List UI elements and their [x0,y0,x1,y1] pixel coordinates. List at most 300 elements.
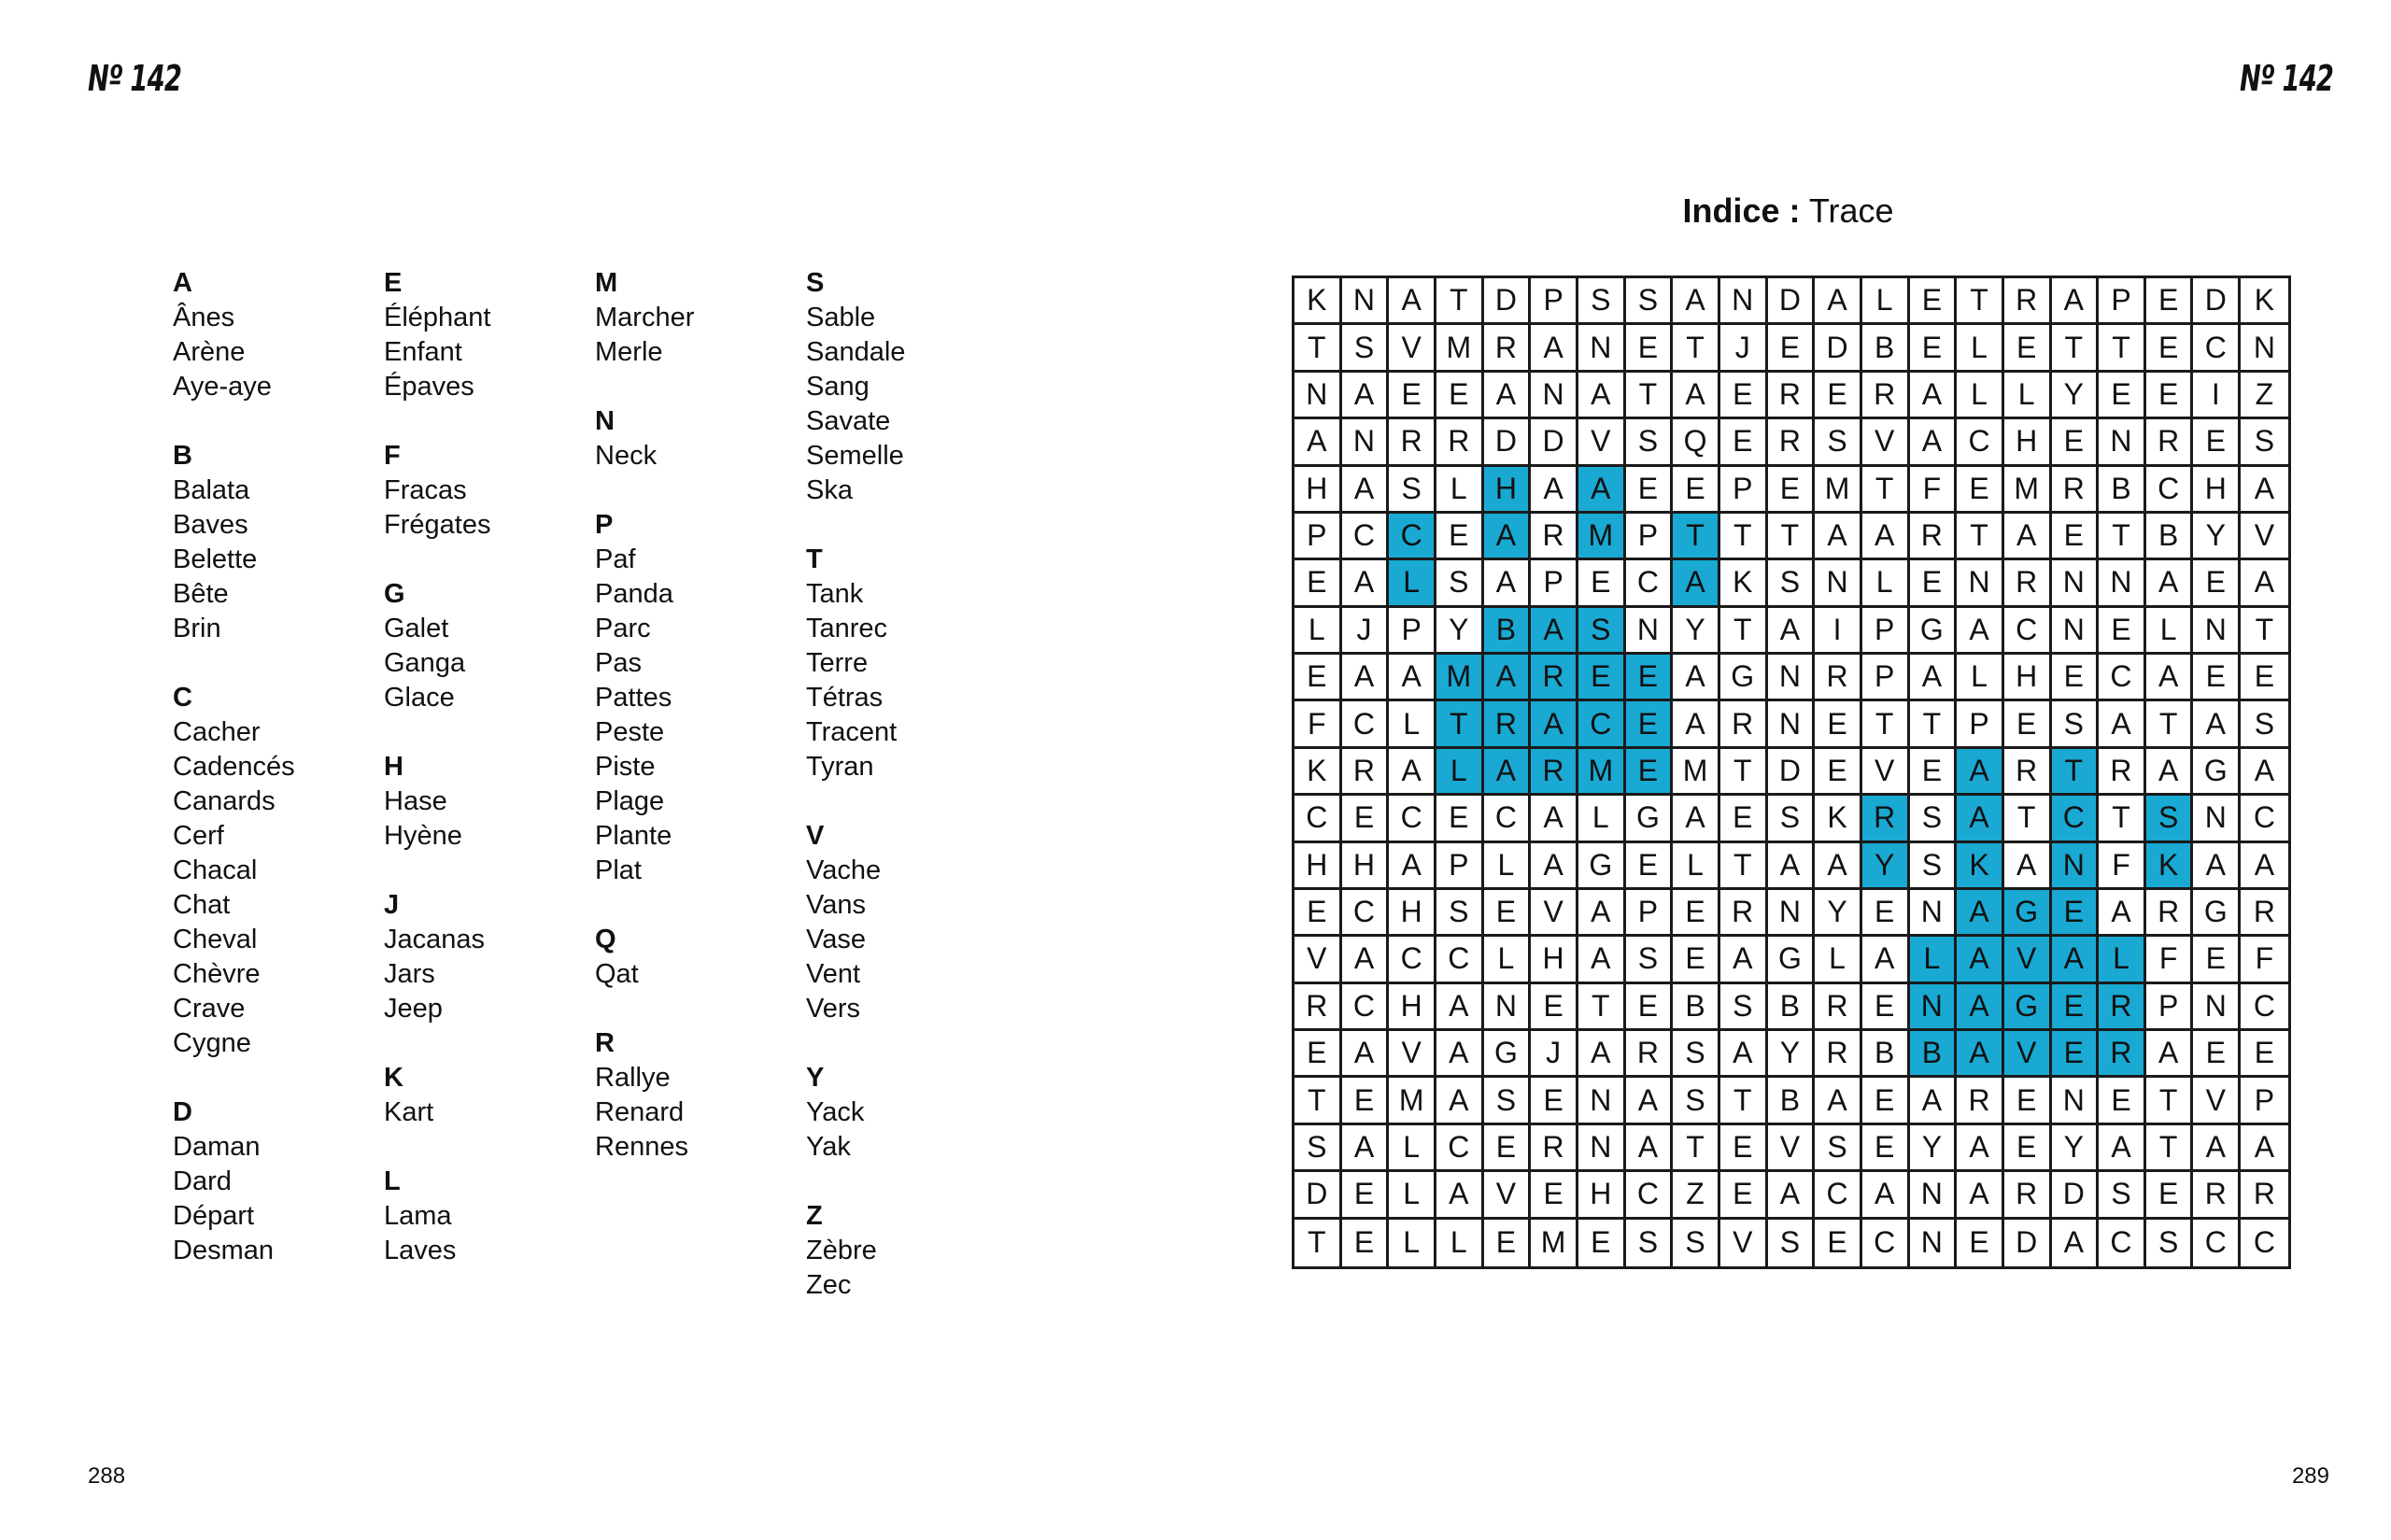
grid-cell: S [2146,1220,2194,1266]
grid-cell: E [2193,560,2241,607]
grid-cell: N [2193,984,2241,1031]
grid-cell: R [1295,984,1342,1031]
grid-cell: T [1295,1220,1342,1266]
grid-cell: E [1673,467,1720,514]
grid-cell: A [1910,373,1958,419]
grid-cell: S [1673,1220,1720,1266]
grid-cell: R [1720,701,1768,748]
grid-cell: R [1815,984,1862,1031]
grid-cell: E [2052,890,2100,937]
grid-cell: A [1673,560,1720,607]
grid-cell: L [1673,843,1720,890]
grid-cell: R [1531,655,1578,701]
grid-cell: R [1436,419,1484,466]
grid-cell: S [1815,1125,1862,1172]
puzzle-number-left: Nº 142 [88,58,182,99]
word-item: Crave [173,994,246,1024]
grid-cell: A [2241,1125,2288,1172]
grid-cell: S [1578,278,1626,325]
grid-cell: I [2193,373,2241,419]
word-group [806,1061,1017,1165]
word-group [173,1095,384,1268]
grid-cell: A [1910,1078,1958,1124]
group-letter: R [595,1028,615,1058]
grid-cell: R [1484,325,1532,372]
grid-cell: N [2099,419,2146,466]
grid-cell: C [1389,937,1436,983]
grid-cell: L [1389,1125,1436,1172]
grid-cell: F [2241,937,2288,983]
grid-cell: N [1578,325,1626,372]
group-letter: K [384,1063,403,1093]
grid-cell: R [1484,701,1532,748]
grid-cell: E [1531,984,1578,1031]
word-item: Chèvre [173,959,261,989]
grid-cell: A [2146,655,2194,701]
word-item: Sable [806,303,876,332]
grid-cell: H [1295,467,1342,514]
grid-cell: A [2241,749,2288,796]
grid-cell: S [2241,701,2288,748]
grid-cell: N [1910,890,1958,937]
word-item: Semelle [806,441,904,471]
grid-cell: N [1484,984,1532,1031]
word-item: Qat [595,959,639,989]
grid-cell: R [2099,984,2146,1031]
grid-cell: E [2146,278,2194,325]
grid-cell: E [1295,1031,1342,1078]
grid-cell: A [1957,1172,2004,1219]
grid-cell: A [1342,1031,1390,1078]
grid-cell: B [1910,1031,1958,1078]
grid-cell: S [2099,1172,2146,1219]
grid-cell: E [2241,1031,2288,1078]
grid-cell: M [1578,514,1626,560]
grid-cell: D [1768,749,1816,796]
grid-cell: B [1768,984,1816,1031]
word-item: Terre [806,648,869,678]
grid-cell: E [1578,560,1626,607]
grid-cell: E [1436,373,1484,419]
group-letter: H [384,752,403,782]
grid-cell: G [2004,890,2052,937]
word-list [173,266,1017,1337]
grid-cell: K [1295,749,1342,796]
grid-cell: T [2099,796,2146,842]
grid-cell: E [1295,655,1342,701]
word-search-grid [1292,276,2291,1269]
grid-cell: A [1295,419,1342,466]
word-item: Dard [173,1166,232,1196]
grid-cell: R [1342,749,1390,796]
grid-cell: A [1531,796,1578,842]
grid-cell: L [1436,467,1484,514]
grid-cell: A [1436,1078,1484,1124]
grid-cell: R [1910,514,1958,560]
grid-cell: A [1484,655,1532,701]
grid-cell: E [1531,1172,1578,1219]
grid-cell: D [2193,278,2241,325]
grid-cell: V [1768,1125,1816,1172]
grid-cell: T [1957,514,2004,560]
grid-cell: E [1626,749,1674,796]
word-group [384,1165,595,1268]
grid-cell: P [1626,890,1674,937]
grid-cell: R [2004,749,2052,796]
grid-cell: S [1673,1031,1720,1078]
grid-cell: L [1484,843,1532,890]
grid-cell: E [1910,560,1958,607]
grid-cell: E [1910,325,1958,372]
grid-cell: F [2146,937,2194,983]
group-letter: D [173,1097,192,1127]
grid-cell: A [1957,937,2004,983]
grid-cell: E [1910,749,1958,796]
grid-cell: A [1957,796,2004,842]
grid-cell: A [1957,749,2004,796]
grid-cell: D [2052,1172,2100,1219]
grid-cell: E [2099,608,2146,655]
grid-cell: P [2099,278,2146,325]
grid-cell: S [1910,843,1958,890]
grid-cell: A [1673,373,1720,419]
grid-cell: A [2241,843,2288,890]
grid-cell: R [1531,1125,1578,1172]
grid-cell: P [2146,984,2194,1031]
grid-cell: T [1720,843,1768,890]
grid-cell: T [1295,325,1342,372]
grid-cell: E [1626,467,1674,514]
grid-cell: C [1957,419,2004,466]
word-item: Vache [806,855,882,885]
grid-cell: R [1389,419,1436,466]
grid-cell: E [2099,373,2146,419]
group-letter: M [595,268,618,298]
word-item: Lama [384,1201,452,1231]
grid-cell: V [2193,1078,2241,1124]
page-number-left: 288 [88,1463,126,1489]
word-item: Hase [384,786,447,816]
word-item: Neck [595,441,658,471]
grid-cell: E [1768,467,1816,514]
grid-cell: A [1389,843,1436,890]
grid-cell: M [2004,467,2052,514]
word-item: Piste [595,752,656,782]
grid-cell: V [1389,1031,1436,1078]
grid-cell: E [1720,796,1768,842]
grid-cell: H [1389,890,1436,937]
grid-cell: A [1389,749,1436,796]
grid-cell: B [1862,325,1910,372]
grid-cell: N [1910,984,1958,1031]
grid-cell: A [1626,1125,1674,1172]
grid-cell: A [1957,984,2004,1031]
word-item: Canards [173,786,276,816]
grid-cell: G [1910,608,1958,655]
grid-cell: E [2004,325,2052,372]
grid-cell: F [1910,467,1958,514]
grid-cell: S [1626,278,1674,325]
grid-cell: J [1720,325,1768,372]
grid-cell: A [1342,1125,1390,1172]
grid-cell: D [1484,278,1532,325]
word-item: Marcher [595,303,695,332]
word-column [595,266,806,1337]
grid-cell: S [1815,419,1862,466]
grid-cell: S [1673,1078,1720,1124]
grid-cell: L [2004,373,2052,419]
grid-cell: R [1768,419,1816,466]
grid-cell: R [1626,1031,1674,1078]
grid-cell: E [2146,373,2194,419]
grid-cell: S [1484,1078,1532,1124]
grid-cell: C [1578,701,1626,748]
grid-cell: J [1531,1031,1578,1078]
grid-cell: E [1626,843,1674,890]
grid-cell: T [2052,749,2100,796]
group-letter: P [595,510,614,540]
grid-cell: A [1673,655,1720,701]
grid-cell: A [2052,937,2100,983]
grid-cell: A [2193,1125,2241,1172]
grid-cell: M [1389,1078,1436,1124]
grid-cell: P [1531,560,1578,607]
grid-cell: R [1862,796,1910,842]
grid-cell: A [1578,937,1626,983]
grid-cell: P [1531,278,1578,325]
grid-cell: E [1578,655,1626,701]
grid-cell: A [1436,1172,1484,1219]
grid-cell: E [1815,749,1862,796]
grid-cell: C [2193,1220,2241,1266]
grid-cell: E [1531,1078,1578,1124]
grid-cell: T [1626,373,1674,419]
grid-cell: E [1626,701,1674,748]
grid-cell: G [1626,796,1674,842]
grid-cell: E [1342,1172,1390,1219]
grid-cell: P [1389,608,1436,655]
grid-cell: N [1957,560,2004,607]
grid-cell: M [1436,325,1484,372]
grid-cell: S [1436,560,1484,607]
grid-cell: A [1484,514,1532,560]
word-item: Ânes [173,303,235,332]
grid-cell: N [1295,373,1342,419]
word-column [806,266,1017,1337]
word-item: Cheval [173,925,258,954]
grid-cell: S [1578,608,1626,655]
word-group [384,266,595,404]
grid-cell: D [1768,278,1816,325]
group-letter: N [595,406,615,436]
grid-cell: N [2052,843,2100,890]
grid-cell: S [1720,984,1768,1031]
word-item: Pas [595,648,642,678]
word-group [173,439,384,646]
grid-cell: N [2193,796,2241,842]
grid-cell: P [1862,608,1910,655]
word-group [806,1199,1017,1303]
grid-cell: L [1389,1172,1436,1219]
grid-cell: A [2099,701,2146,748]
grid-cell: S [1626,937,1674,983]
grid-cell: G [2193,749,2241,796]
word-item: Sandale [806,337,906,367]
grid-cell: N [2052,1078,2100,1124]
grid-cell: E [1673,890,1720,937]
grid-cell: V [2241,514,2288,560]
word-column [173,266,384,1337]
grid-cell: A [1484,373,1532,419]
grid-cell: A [1910,419,1958,466]
grid-cell: E [2241,655,2288,701]
grid-cell: L [1862,560,1910,607]
word-item: Merle [595,337,663,367]
grid-cell: R [1720,890,1768,937]
grid-cell: A [1626,1078,1674,1124]
grid-cell: C [1389,514,1436,560]
grid-cell: A [1342,373,1390,419]
grid-cell: B [1768,1078,1816,1124]
grid-cell: A [2241,560,2288,607]
grid-cell: H [2193,467,2241,514]
grid-cell: R [2241,1172,2288,1219]
grid-cell: J [1342,608,1390,655]
grid-cell: H [1484,467,1532,514]
grid-cell: T [1673,325,1720,372]
word-item: Enfant [384,337,462,367]
grid-cell: A [1673,701,1720,748]
grid-cell: A [1484,560,1532,607]
grid-cell: V [1295,937,1342,983]
grid-cell: E [1815,1220,1862,1266]
grid-cell: A [1957,608,2004,655]
grid-cell: E [2052,419,2100,466]
grid-cell: T [1910,701,1958,748]
grid-cell: T [1720,1078,1768,1124]
grid-cell: A [1531,843,1578,890]
grid-cell: C [2052,796,2100,842]
grid-cell: A [1578,1031,1626,1078]
grid-cell: T [2099,514,2146,560]
word-item: Glace [384,683,455,713]
grid-cell: H [1531,937,1578,983]
word-group [806,819,1017,1026]
grid-cell: A [1342,560,1390,607]
word-item: Jars [384,959,435,989]
grid-cell: I [1815,608,1862,655]
word-item: Kart [384,1097,434,1127]
grid-cell: E [1342,1220,1390,1266]
group-letter: A [173,268,192,298]
grid-cell: R [2004,560,2052,607]
puzzle-number-right: Nº 142 [2239,58,2333,99]
grid-cell: B [1862,1031,1910,1078]
grid-cell: C [1862,1220,1910,1266]
grid-cell: A [2146,749,2194,796]
grid-cell: A [1910,655,1958,701]
grid-cell: T [1768,514,1816,560]
word-group [595,923,806,992]
word-item: Baves [173,510,248,540]
grid-cell: S [1910,796,1958,842]
grid-cell: L [1295,608,1342,655]
grid-cell: S [2052,701,2100,748]
grid-cell: L [1862,278,1910,325]
grid-cell: S [1626,1220,1674,1266]
word-group [595,1026,806,1165]
grid-cell: L [1436,1220,1484,1266]
word-item: Épaves [384,372,474,402]
grid-cell: T [2146,1078,2194,1124]
grid-cell: A [1484,749,1532,796]
grid-cell: A [1957,1125,2004,1172]
grid-cell: N [1578,1078,1626,1124]
grid-cell: Y [2052,1125,2100,1172]
grid-cell: A [2193,843,2241,890]
grid-cell: B [2146,514,2194,560]
word-item: Cadencés [173,752,295,782]
word-item: Chat [173,890,231,920]
grid-cell: R [2052,467,2100,514]
grid-cell: E [1862,890,1910,937]
grid-cell: S [1436,890,1484,937]
grid-cell: A [2146,1031,2194,1078]
grid-cell: E [1342,1078,1390,1124]
grid-cell: A [1673,796,1720,842]
grid-cell: T [2099,325,2146,372]
grid-cell: H [1389,984,1436,1031]
grid-cell: T [1862,701,1910,748]
grid-cell: R [2099,749,2146,796]
grid-cell: S [1626,419,1674,466]
grid-cell: G [2193,890,2241,937]
hint-label: Indice : [1682,191,1801,230]
grid-cell: A [1815,1078,1862,1124]
grid-cell: E [2052,655,2100,701]
grid-cell: P [1295,514,1342,560]
grid-cell: N [2193,608,2241,655]
word-group [173,266,384,404]
grid-cell: V [2004,937,2052,983]
grid-cell: N [2099,560,2146,607]
word-item: Paf [595,544,636,574]
grid-cell: N [1910,1172,1958,1219]
word-item: Plage [595,786,665,816]
grid-cell: E [2052,1031,2100,1078]
grid-cell: V [1484,1172,1532,1219]
grid-cell: A [1342,655,1390,701]
word-item: Renard [595,1097,685,1127]
grid-cell: T [2146,701,2194,748]
grid-cell: T [1578,984,1626,1031]
word-item: Cerf [173,821,224,851]
grid-cell: R [1815,655,1862,701]
grid-cell: T [1957,278,2004,325]
word-item: Desman [173,1236,274,1265]
word-item: Départ [173,1201,255,1231]
group-letter: L [384,1166,401,1196]
grid-cell: C [2004,608,2052,655]
grid-cell: E [2099,1078,2146,1124]
group-letter: V [806,821,825,851]
grid-cell: C [1342,701,1390,748]
grid-cell: S [1768,560,1816,607]
grid-cell: N [1910,1220,1958,1266]
word-item: Rennes [595,1132,688,1162]
grid-cell: E [2004,1078,2052,1124]
grid-cell: T [2241,608,2288,655]
